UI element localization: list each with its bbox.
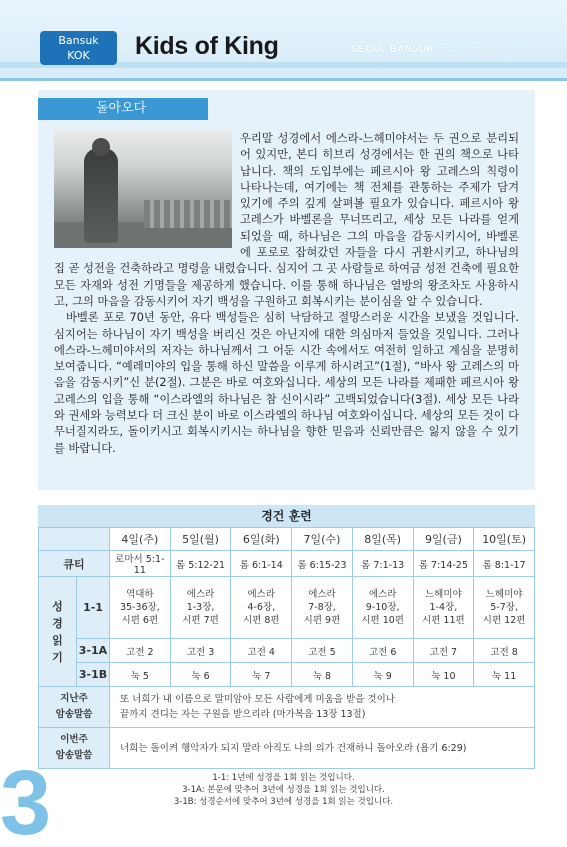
church-name [352,44,527,55]
day-header: 8일(목) [352,528,413,551]
last-week-verse-row [39,687,535,728]
qt-cell: 롬 5:12-21 [170,551,231,577]
church-name-sub: PRESBYTERIAN CHURCH [436,47,527,54]
plan-3-1b-cell: 눅 11 [474,663,535,687]
plan-1-1-row [39,577,535,639]
plan-1-1-cell: 느헤미야 1-4장, 시편 11편 [413,577,474,639]
schedule-table [38,527,535,769]
plan-3-1a-cell: 고전 3 [170,639,231,663]
plan-1-1-cell: 에스라 4-6장, 시편 8편 [231,577,292,639]
plan-3-1a-cell: 고전 4 [231,639,292,663]
day-header: 10일(토) [474,528,535,551]
footnote-3-1b: 3-1B: 성경순서에 맞추어 3년에 성경을 1회 읽는 것입니다. [173,797,394,807]
day-header: 7일(수) [292,528,353,551]
day-header: 5일(월) [170,528,231,551]
footnote-1-1: 1-1: 1년에 성경을 1회 읽는 것입니다. [212,773,355,783]
plan-3-1b-cell: 눅 9 [352,663,413,687]
qt-cell: 롬 8:1-17 [474,551,535,577]
qt-cell: 롬 7:14-25 [413,551,474,577]
reading-plan-notes [0,772,567,808]
qt-row [39,551,535,577]
plan-3-1b-cell: 눅 5 [110,663,171,687]
plan-3-1b-cell: 눅 6 [170,663,231,687]
day-header: 6일(화) [231,528,292,551]
plan-1-1-cell: 에스라 9-10장, 시편 10편 [352,577,413,639]
badge-line-1: Bansuk [58,34,99,47]
plan-1-1-cell: 느헤미야 5-7장, 시편 12편 [474,577,535,639]
page-number: 3 [0,760,52,847]
qt-label: 큐티 [39,551,110,577]
article-body [54,131,519,457]
reading-label-text: 성경읽기 [52,599,63,664]
qt-cell: 롬 7:1-13 [352,551,413,577]
day-header-row [39,528,535,551]
plan-1-1-cell: 에스라 1-3장, 시편 7편 [170,577,231,639]
this-week-verse-row [39,728,535,769]
footnote-3-1a: 3-1A: 본문에 맞추어 3년에 성경을 1회 읽는 것입니다. [182,785,385,795]
last-week-verse: 또 너희가 내 이름으로 말미암아 모든 사람에게 미움을 받을 것이나 끝까지 견디는 자는 구원을 받으리라 (마가복음 13장 13절) [110,687,535,728]
page-header [0,0,567,81]
plan-3-1a-cell: 고전 7 [413,639,474,663]
last-week-label [39,687,110,728]
schedule-title: 경건 훈련 [38,505,535,527]
plan-1-1-cell: 역대하 35-36장, 시편 6편 [110,577,171,639]
plan-3-1a-cell: 고전 6 [352,639,413,663]
plan-3-1b-cell: 눅 8 [292,663,353,687]
plan-3-1b-row [39,663,535,687]
article-paragraph-1: 우리말 성경에서 에스라-느헤미야서는 두 권으로 분리되어 있지만, 본디 히브리 성경에서는 한 권의 책으로 나타납니다. 책의 도입부에는 페르시아 왕 고레스의 칙령이 나타나는데, 여기에는 책 전체를 관통하는 주제가 담겨 있기에 주의 깊게 살펴볼 필요가 있습니다. 페르시아 왕 고레스가 바벨론을 무너뜨리고, 세상 모든 나라를 얻게 되었을 때, 하나님은 그의 마음을 감동시키시어, 바벨론에 포로로 잡혀갔던 자들을 다시 귀환시키고, 하나님의 집 곧 성전을 건축하라고 명령을 내렸습니다. 심지어 그 곳 사람들로 하여금 성전 건축에 필요한 모든 자재와 성전 기명들을 제공하게 했습니다. 이를 통해 하나님은 열방의 왕조차도 사용하시고, 그의 마음을 감동시키어 자기 백성을 구원하고 회복시키는 분이심을 알 수 있습니다. [54,132,519,308]
last-week-label-1: 지난주 [60,693,88,704]
this-week-verse: 너희는 돌이켜 행악자가 되지 말라 아직도 나의 의가 건재하니 돌아오라 (욥기 6:29) [110,728,535,769]
image-float-spacer [54,131,240,247]
plan-3-1a-row [39,639,535,663]
qt-cell: 롬 6:15-23 [292,551,353,577]
plan-1-1-cell: 에스라 7-8장, 시편 9편 [292,577,353,639]
day-header: 4일(주) [110,528,171,551]
day-header: 9일(금) [413,528,474,551]
plan-3-1b-label: 3-1B [77,663,110,687]
brand-badge [40,31,117,65]
plan-3-1b-cell: 눅 10 [413,663,474,687]
qt-cell: 롬 6:1-14 [231,551,292,577]
reading-label [39,577,77,687]
last-week-label-2: 암송말씀 [55,709,93,720]
this-week-label-1: 이번주 [60,734,88,745]
this-week-label-2: 암송말씀 [55,750,93,761]
article-paragraph-2: 바벨론 포로 70년 동안, 유다 백성들은 심히 낙담하고 절망스러운 시간을 보냈을 것입니다. 심지어는 하나님이 자기 백성을 버리신 것은 아닌지에 대한 의심마저 들었을 것입니다. 그러나 에스라-느헤미야서의 저자는 하나님께서 그 어둔 시간 속에서도 여전히 일하고 계심을 분명히 보여줍니다. “예레미야의 입을 통해 하신 말씀을 이루게 하시려고”(1절), “바사 왕 고레스의 마음을 감동시키”신 분(2절). 그분은 바로 여호와십니다. 세상의 모든 나라를 제패한 페르시아 왕 고레스의 입을 통해 “이스라엘의 하나님은 참 신이시라” 고백되었습니다(3절). 세상 모든 나라와 권세와 능력보다 더 크신 분이 바로 이스라엘의 하나님 여호와이십니다. 세상의 모든 것이 다 무너질지라도, 돌이키시고 회복시키시는 하나님을 향한 믿음과 신뢰만큼은 잃지 않을 수 있기를 바랍니다. [54,311,519,455]
plan-3-1a-cell: 고전 2 [110,639,171,663]
qt-cell: 로마서 5:1-11 [110,551,171,577]
plan-3-1a-label: 3-1A [77,639,110,663]
plan-1-1-label: 1-1 [77,577,110,639]
church-name-main: SEOUL BANSUK [351,44,434,55]
corner-cell [39,528,110,551]
section-title: 돌아오다 [38,98,208,120]
plan-3-1b-cell: 눅 7 [231,663,292,687]
plan-3-1a-cell: 고전 5 [292,639,353,663]
plan-3-1a-cell: 고전 8 [474,639,535,663]
newsletter-title: Kids of King [135,32,279,60]
badge-line-2: KOK [67,49,90,62]
